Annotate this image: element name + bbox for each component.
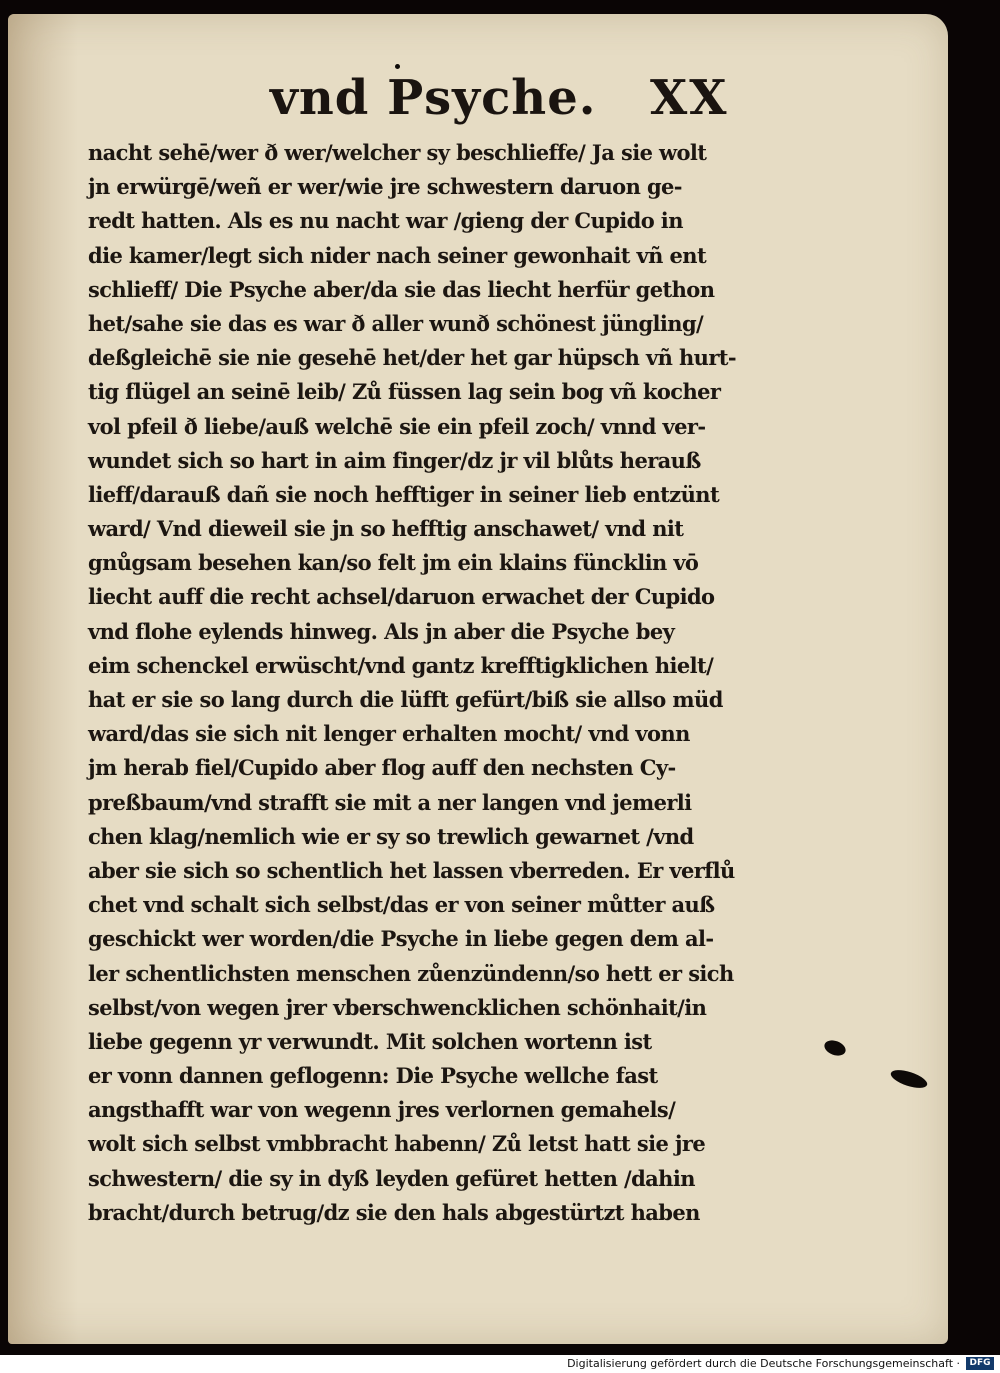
text-line: jm herab fiel/Cupido aber flog auff den nechsten Cy- — [88, 755, 676, 781]
text-line: ler schentlichsten menschen zůenzündenn/so hett er sich — [88, 960, 734, 986]
text-line: deßgleichē sie nie gesehē het/der het gar hüpsch vñ hurt- — [88, 345, 737, 371]
ink-speck — [395, 64, 400, 69]
body-text — [88, 136, 738, 1230]
text-line: het/sahe sie das es war ð aller wunð schönest jüngling/ — [88, 310, 704, 336]
text-line: eim schenckel erwüscht/vnd gantz krefftigklichen hielt/ — [88, 652, 714, 678]
text-line: vnd flohe eylends hinweg. Als jn aber die Psyche bey — [88, 618, 675, 644]
text-line: jn erwürgē/weñ er wer/wie jre schwestern daruon ge- — [88, 174, 682, 200]
text-line: wundet sich so hart in aim finger/dz jr vil blůts herauß — [88, 447, 701, 473]
text-line: er vonn dannen geflogenn: Die Psyche wellche fast — [88, 1063, 658, 1089]
text-line: geschickt wer worden/die Psyche in liebe gegen dem al- — [88, 926, 714, 952]
text-line: angsthafft war von wegenn jres verlornen gemahels/ — [88, 1097, 676, 1123]
text-line: selbst/von wegen jrer vberschwencklichen schönhait/in — [88, 994, 707, 1020]
text-line: liecht auff die recht achsel/daruon erwachet der Cupido — [88, 584, 715, 610]
text-line: die kamer/legt sich nider nach seiner gewonhait vñ ent — [88, 242, 707, 268]
text-line: preßbaum/vnd strafft sie mit a ner langen vnd jemerli — [88, 789, 692, 815]
text-line: schlieff/ Die Psyche aber/da sie das liecht herfür gethon — [88, 276, 715, 302]
text-line: redt hatten. Als es nu nacht war /gieng der Cupido in — [88, 208, 683, 234]
text-line: hat er sie so lang durch die lüfft gefürt/biß sie allso müd — [88, 687, 723, 712]
text-line: liebe gegenn yr verwundt. Mit solchen wortenn ist — [88, 1028, 652, 1054]
text-line: gnůgsam besehen kan/so felt jm ein klains füncklin vō — [88, 550, 699, 576]
funding-credit: Digitalisierung gefördert durch die Deutsche Forschungsgemeinschaft · — [567, 1357, 960, 1370]
running-title: vnd Psyche. — [270, 70, 597, 126]
text-line: lieff/darauß dañ sie noch hefftiger in seiner lieb entzünt — [88, 481, 720, 507]
page-gutter-shadow — [8, 14, 78, 1344]
dfg-logo: DFG — [966, 1357, 994, 1370]
text-line: chet vnd schalt sich selbst/das er von seiner můtter auß — [88, 892, 715, 918]
text-line: wolt sich selbst vmbbracht habenn/ Zů letst hatt sie jre — [88, 1131, 706, 1157]
text-line: chen klag/nemlich wie er sy so trewlich gewarnet /vnd — [88, 823, 694, 849]
text-line: aber sie sich so schentlich het lassen vberreden. Er verflů — [88, 857, 735, 883]
folio-number: XX — [650, 70, 729, 126]
text-line: vol pfeil ð liebe/auß welchē sie ein pfeil zoch/ vnnd ver- — [88, 413, 706, 439]
text-line: schwestern/ die sy in dyß leyden gefüret hetten /dahin — [88, 1165, 695, 1191]
text-line: ward/ Vnd dieweil sie jn so hefftig anschawet/ vnd nit — [88, 516, 684, 542]
footer-bar — [0, 1355, 1000, 1373]
text-line: ward/das sie sich nit lenger erhalten mocht/ vnd vonn — [88, 721, 690, 747]
text-line: tig flügel an seinē leib/ Zů füssen lag sein bog vñ kocher — [88, 379, 721, 405]
text-line: nacht sehē/wer ð wer/welcher sy beschlieffe/ Ja sie wolt — [88, 140, 707, 165]
text-line: bracht/durch betrug/dz sie den hals abgestürtzt haben — [88, 1199, 700, 1225]
